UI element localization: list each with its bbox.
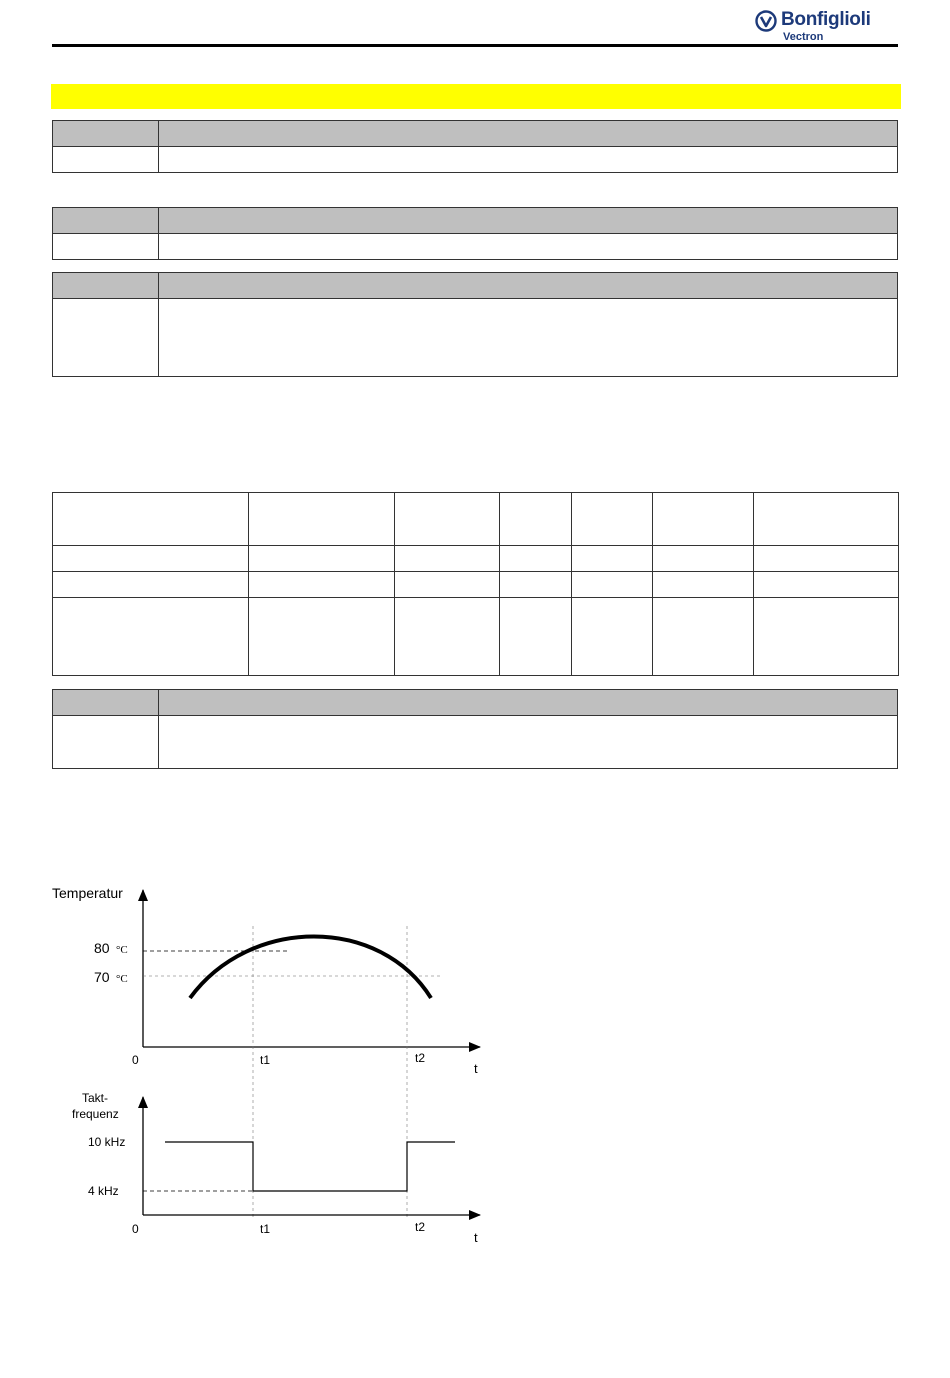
table-cell <box>53 147 159 173</box>
table-cell <box>53 690 159 716</box>
table-cell <box>159 234 898 260</box>
table-cell <box>754 598 899 676</box>
table-row <box>53 598 899 676</box>
tick-70-value: 70 <box>94 969 110 985</box>
table-cell <box>395 572 500 598</box>
frequency-step-line <box>165 1142 455 1191</box>
table-cell <box>653 546 754 572</box>
table-cell <box>653 572 754 598</box>
parameter-table-1 <box>52 120 898 173</box>
header-rule <box>52 44 898 47</box>
table-cell <box>249 546 395 572</box>
table-cell <box>754 572 899 598</box>
table-cell <box>159 147 898 173</box>
tick-80-unit: °C <box>116 944 128 956</box>
table-cell <box>53 546 249 572</box>
table-cell <box>249 598 395 676</box>
table-cell <box>159 716 898 769</box>
table-cell <box>53 234 159 260</box>
table-cell <box>159 299 898 377</box>
table-cell <box>53 598 249 676</box>
table-cell <box>159 273 898 299</box>
top-t2-label: t2 <box>415 1051 426 1065</box>
table-cell <box>500 572 572 598</box>
table-cell <box>53 121 159 147</box>
table-cell <box>754 493 899 546</box>
temperature-curve <box>190 937 431 999</box>
table-cell <box>53 716 159 769</box>
table-cell <box>159 208 898 234</box>
top-time-axis-label: t <box>474 1061 478 1076</box>
table-cell <box>159 121 898 147</box>
table-cell <box>53 299 159 377</box>
table-row <box>53 299 898 377</box>
bottom-t2-label: t2 <box>415 1220 426 1234</box>
table-row <box>53 234 898 260</box>
table-cell <box>572 493 653 546</box>
frequency-axis-label-line1: Takt- <box>82 1091 109 1105</box>
table-header-row <box>53 208 898 234</box>
bonfiglioli-logo-icon <box>755 10 777 32</box>
table-row <box>53 546 899 572</box>
frequency-axis-label-line2: frequenz <box>72 1107 119 1121</box>
bottom-t1-label: t1 <box>260 1222 271 1236</box>
table-cell <box>249 572 395 598</box>
table-cell <box>159 690 898 716</box>
brand-name: Bonfiglioli <box>781 9 871 30</box>
parameter-table-4 <box>52 689 898 769</box>
parameter-table-2 <box>52 207 898 260</box>
table-cell <box>500 493 572 546</box>
table-header-row <box>53 493 899 546</box>
parameter-table-3 <box>52 272 898 377</box>
table-cell <box>53 493 249 546</box>
table-cell <box>754 546 899 572</box>
tick-10khz-label: 10 kHz <box>88 1135 126 1149</box>
settings-grid-table <box>52 492 899 676</box>
company-logo <box>755 8 885 44</box>
table-cell <box>653 493 754 546</box>
bottom-time-axis-label: t <box>474 1230 478 1245</box>
table-cell <box>53 208 159 234</box>
table-row <box>53 572 899 598</box>
table-cell <box>572 572 653 598</box>
table-header-row <box>53 273 898 299</box>
section-highlight-bar <box>51 84 901 109</box>
table-row <box>53 716 898 769</box>
tick-80-value: 80 <box>94 940 110 956</box>
brand-subname: Vectron <box>783 31 824 43</box>
tick-4khz-label: 4 kHz <box>88 1184 119 1198</box>
tick-70-unit: °C <box>116 973 128 985</box>
top-t1-label: t1 <box>260 1053 271 1067</box>
table-header-row <box>53 121 898 147</box>
table-cell <box>500 598 572 676</box>
switching-frequency-diagram <box>50 880 500 1250</box>
bottom-origin-label: 0 <box>132 1222 139 1236</box>
table-cell <box>395 598 500 676</box>
table-cell <box>249 493 395 546</box>
temperature-axis-label: Temperatur <box>52 885 123 901</box>
table-cell <box>572 546 653 572</box>
table-cell <box>53 273 159 299</box>
top-origin-label: 0 <box>132 1053 139 1067</box>
table-cell <box>572 598 653 676</box>
table-row <box>53 147 898 173</box>
table-cell <box>500 546 572 572</box>
table-header-row <box>53 690 898 716</box>
table-cell <box>395 493 500 546</box>
table-cell <box>395 546 500 572</box>
table-cell <box>53 572 249 598</box>
table-cell <box>653 598 754 676</box>
